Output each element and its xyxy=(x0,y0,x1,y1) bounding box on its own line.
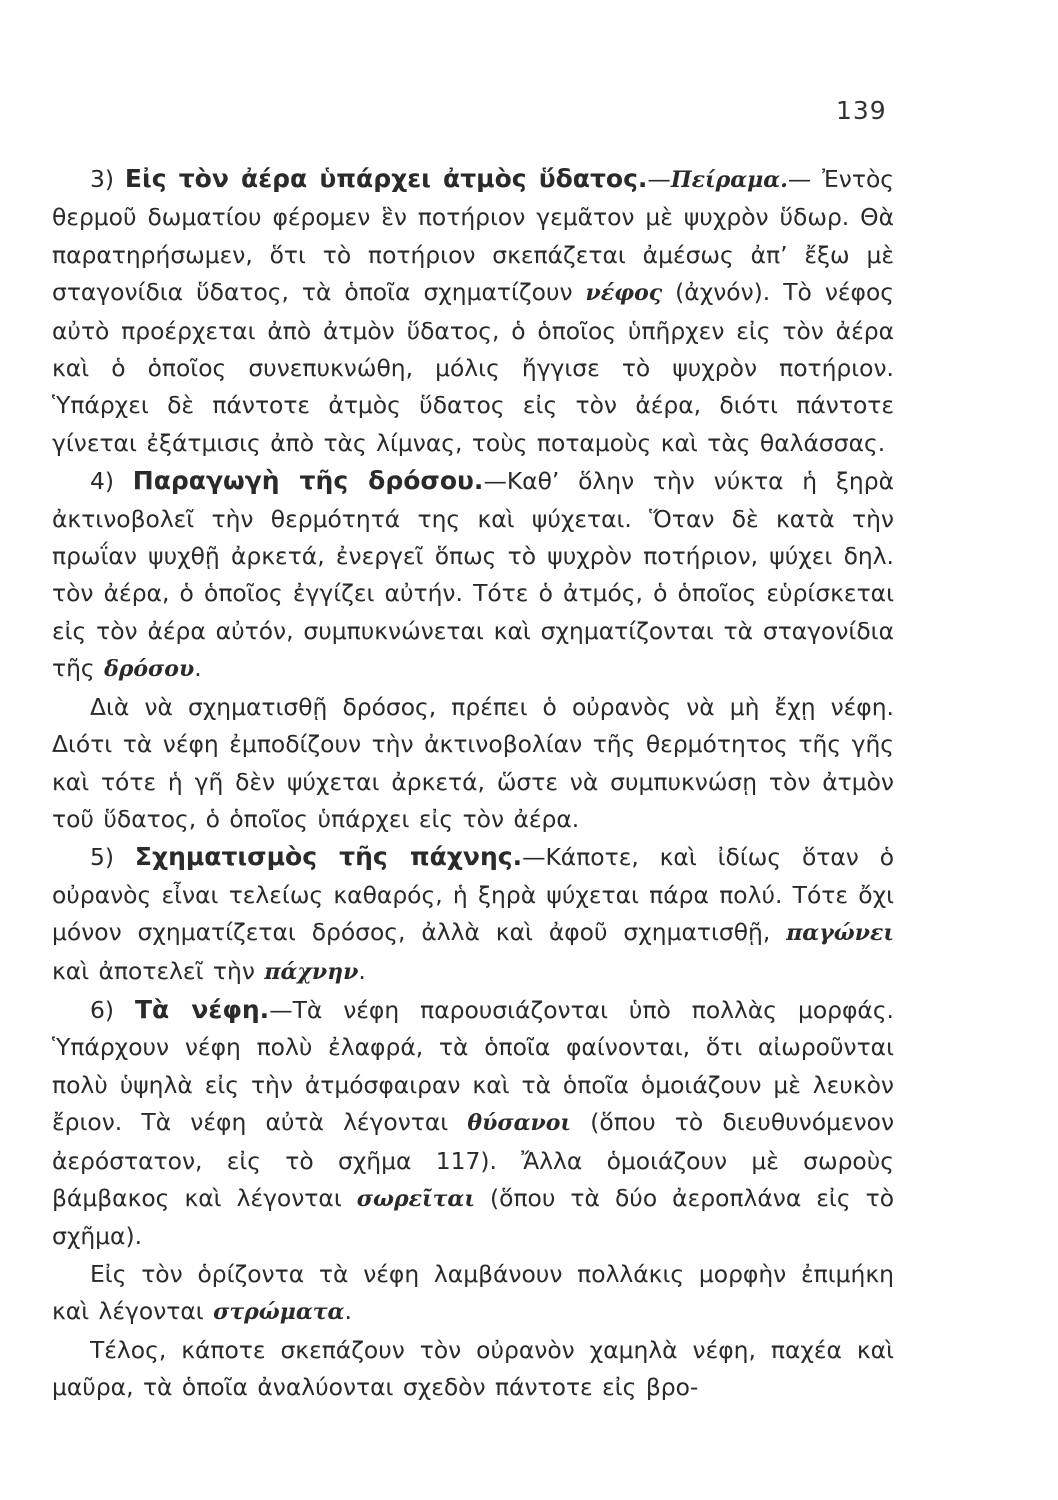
section-4-heading: Παραγωγὴ τῆς δρόσου. xyxy=(132,466,484,496)
section-5-number: 5) xyxy=(90,843,115,872)
section-6-p2-text-b: . xyxy=(344,1297,352,1326)
section-3-text-a: Ἐντὸς θερμοῦ δωματίου φέρομεν ἓν ποτήριον γεμᾶτον μὲ ψυχρὸν ὕδωρ. Θὰ παρατηρήσωμεν, ὅτι τὸ ποτήριον σκεπάζεται ἀμέσως ἀπ’ ἔξω μὲ σταγονίδια ὕδατος, τὰ ὁποῖα σχηματίζουν xyxy=(52,165,894,307)
section-6-heading: Τὰ νέφη. xyxy=(134,994,270,1024)
section-4-text-a: —Καθ’ ὅλην τὴν νύκτα ἡ ξηρὰ ἀκτινοβολεῖ τὴν θερμότητά της καὶ ψύχεται. Ὅταν δὲ κατὰ τὴν πρωΐαν ψυχθῇ ἀρκετά, ἐνεργεῖ ὅπως τὸ ψυχρὸν ποτήριον, ψύχει δηλ. τὸν ἀέρα, ὁ ὁποῖος ἐγγίζει αὐτήν. Τότε ὁ ἀτμός, ὁ ὁποῖος εὑρίσκεται εἰς τὸν ἀέρα αὐτόν, συμπυκνώνεται καὶ σχηματίζονται τὰ σταγονίδια τῆς xyxy=(52,467,894,683)
section-3-paragraph xyxy=(52,160,894,462)
term-nefos: νέφος xyxy=(585,280,663,307)
term-stromata: στρώματα xyxy=(213,1299,345,1326)
section-6-text-c: (ὅπου τὰ δύο ἀεροπλάνα εἰς τὸ σχῆμα). xyxy=(52,1183,894,1251)
section-4-number: 4) xyxy=(90,467,115,496)
term-pagonei: παγώνει xyxy=(786,920,894,947)
term-pachnin: πάχνην xyxy=(264,958,359,985)
page-body xyxy=(52,160,894,1406)
section-4-text-b: . xyxy=(194,654,202,683)
section-5-heading: Σχηματισμὸς τῆς πάχνης. xyxy=(134,842,523,872)
dash: — xyxy=(647,165,671,193)
section-6-paragraph-2 xyxy=(52,1256,894,1332)
term-thysanoi: θύσανοι xyxy=(467,1110,572,1137)
section-5-text-a: —Κάποτε, καὶ ἰδίως ὅταν ὁ οὐρανὸς εἶναι τελείως καθαρός, ἡ ξηρὰ ψύχεται πάρα πολύ. Τότε ὄχι μόνον σχηματίζεται δρόσος, ἀλλὰ καὶ ἀφοῦ σχηματισθῇ, xyxy=(52,843,894,947)
page-number: 139 xyxy=(836,96,887,125)
term-peirama: Πείραμα. xyxy=(670,167,788,193)
term-drosou: δρόσου xyxy=(104,656,195,683)
section-5-paragraph xyxy=(52,838,894,991)
section-5-text-c: . xyxy=(358,956,366,985)
term-soreitai: σωρεῖται xyxy=(356,1185,475,1212)
section-6-p2-text-a: Εἰς τὸν ὁρίζοντα τὰ νέφη λαμβάνουν πολλάκις μορφὴν ἐπιμήκη καὶ λέγονται xyxy=(52,1259,894,1326)
section-3-text-b: (ἀχνόν). Τὸ νέφος αὐτὸ προέρχεται ἀπὸ ἀτμὸν ὕδατος, ὁ ὁποῖος ὑπῆρχεν εἰς τὸν ἀέρα καὶ ὁ ὁποῖος συνεπυκνώθη, μόλις ἤγγισε τὸ ψυχρὸν ποτήριον. Ὑπάρχει δὲ πάντοτε ἀτμὸς ὕδατος εἰς τὸν ἀέρα, διότι πάντοτε γίνεται ἐξάτμισις ἀπὸ τὰς λίμνας, τοὺς ποταμοὺς καὶ τὰς θαλάσσας. xyxy=(52,278,894,457)
section-4-paragraph xyxy=(52,462,894,688)
section-5-text-b: καὶ ἀποτελεῖ τὴν xyxy=(52,956,265,985)
section-6-paragraph xyxy=(52,991,894,1256)
section-4-paragraph-2: Διὰ νὰ σχηματισθῇ δρόσος, πρέπει ὁ οὐρανὸς νὰ μὴ ἔχῃ νέφη. Διότι τὰ νέφη ἐμποδίζουν τὴν ἀκτινοβολίαν τῆς θερμότητος τῆς γῆς καὶ τότε ἡ γῆ δὲν ψύχεται ἀρκετά, ὥστε νὰ συμπυκνώσῃ τὸν ἀτμὸν τοῦ ὕδατος, ὁ ὁποῖος ὑπάρχει εἰς τὸν ἀέρα. xyxy=(52,692,894,833)
section-6-number: 6) xyxy=(90,995,115,1024)
section-3-heading: Εἰς τὸν ἀέρα ὑπάρχει ἀτμὸς ὕδατος. xyxy=(124,164,648,193)
section-6-text-b: (ὅπου τὸ διευθυνόμενον ἀερόστατον, εἰς τὸ σχῆμα 117). Ἄλλα ὁμοιάζουν μὲ σωροὺς βάμβακος καὶ λέγονται xyxy=(52,1108,895,1212)
section-3-number: 3) xyxy=(90,165,115,193)
section-6-text-a: —Τὰ νέφη παρουσιάζονται ὑπὸ πολλὰς μορφάς. Ὑπάρχουν νέφη πολὺ ἐλαφρά, τὰ ὁποῖα φαίνονται, ὅτι αἰωροῦνται πολὺ ὑψηλὰ εἰς τὴν ἀτμόσφαιραν καὶ τὰ ὁποῖα ὁμοιάζουν μὲ λευκὸν ἔριον. Τὰ νέφη αὐτὰ λέγονται xyxy=(52,995,894,1137)
dash: — xyxy=(787,165,812,193)
section-6-paragraph-3: Τέλος, κάποτε σκεπάζουν τὸν οὐρανὸν χαμηλὰ νέφη, παχέα καὶ μαῦρα, τὰ ὁποῖα ἀναλύονται σχεδὸν πάντοτε εἰς βρο- xyxy=(52,1335,894,1401)
